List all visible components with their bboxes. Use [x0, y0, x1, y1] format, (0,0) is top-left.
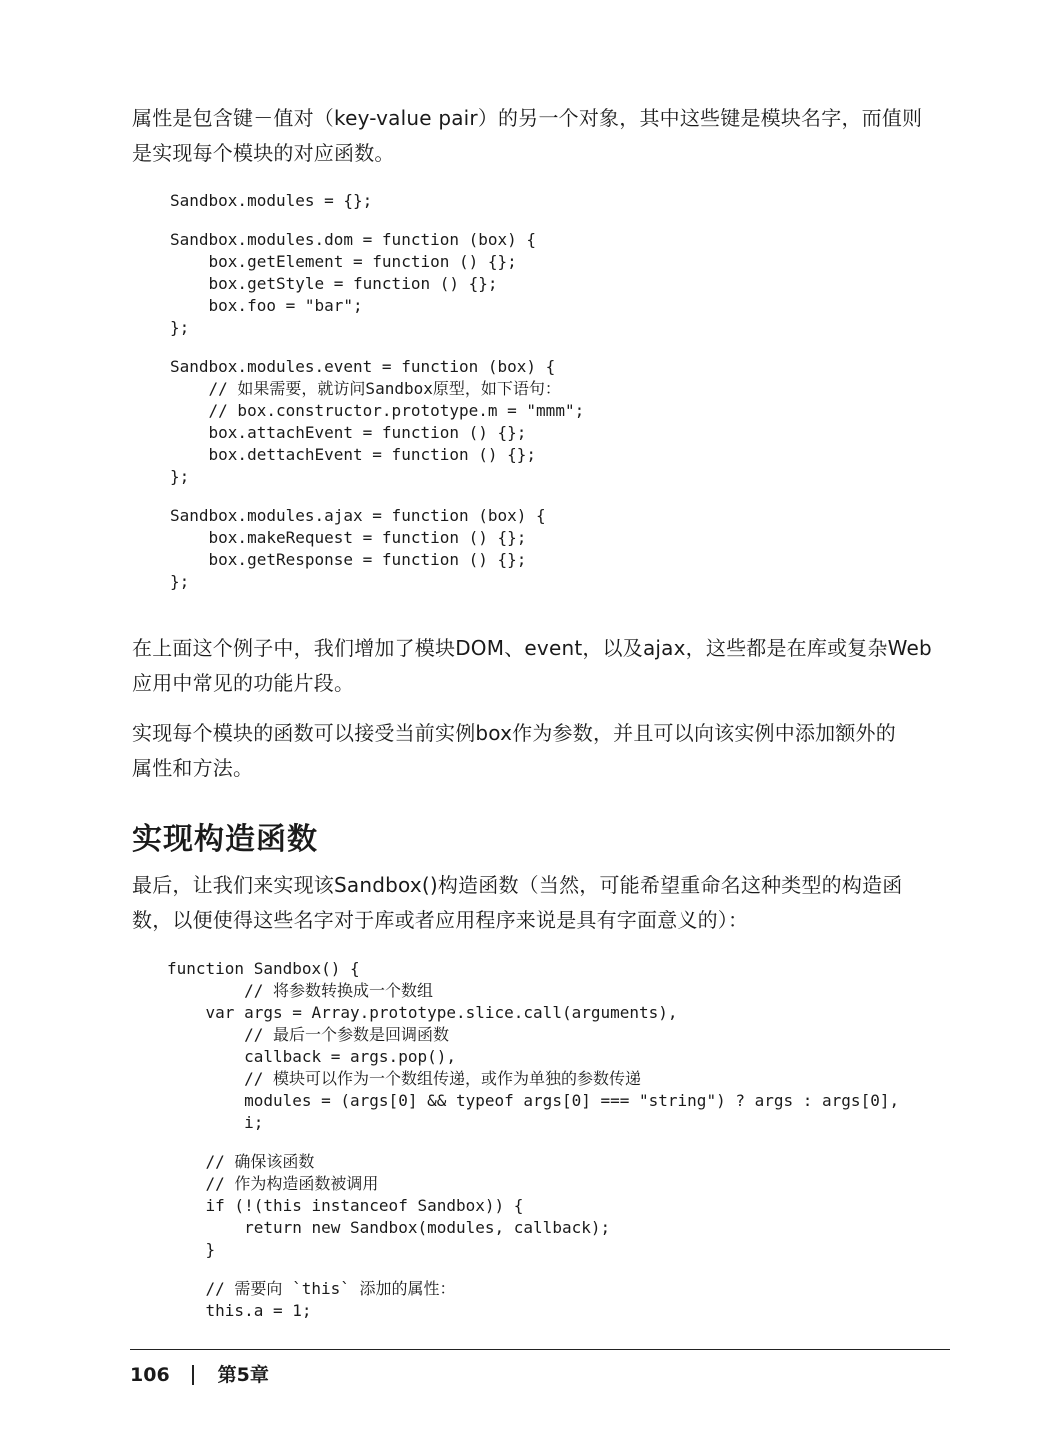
- code-line: box.dettachEvent = function () {};: [170, 445, 537, 464]
- code-line: };: [170, 572, 190, 591]
- modules-explanation-paragraph: [132, 631, 956, 701]
- module-function-paragraph: [132, 716, 956, 786]
- constructor-intro-paragraph: [132, 868, 956, 938]
- code-line: // 如果需要，就访问Sandbox原型，如下语句：: [170, 379, 561, 398]
- page-footer: [130, 1361, 269, 1389]
- code-blank-line: [167, 1261, 899, 1278]
- code-line: // 模块可以作为一个数组传递，或作为单独的参数传递: [167, 1069, 641, 1088]
- code-line: modules = (args[0] && typeof args[0] === "string") ? args : args[0],: [167, 1091, 900, 1110]
- code-line: function Sandbox() {: [167, 959, 360, 978]
- code-line: // 最后一个参数是回调函数: [167, 1025, 449, 1044]
- code-line: var args = Array.prototype.slice.call(arguments),: [167, 1003, 678, 1022]
- text-line: 应用中常见的功能片段。: [132, 671, 355, 695]
- intro-paragraph: [132, 101, 956, 171]
- text-line: 实现每个模块的函数可以接受当前实例box作为参数，并且可以向该实例中添加额外的: [132, 721, 896, 745]
- code-blank-line: [170, 488, 584, 505]
- code-blank-line: [170, 339, 584, 356]
- code-line: };: [170, 318, 190, 337]
- code-line: this.a = 1;: [167, 1301, 312, 1320]
- code-line: // box.constructor.prototype.m = "mmm";: [170, 401, 585, 420]
- text-line: 在上面这个例子中，我们增加了模块DOM、event，以及ajax，这些都是在库或复杂Web: [132, 636, 932, 660]
- code-blank-line: [167, 1134, 899, 1151]
- code-line: box.getElement = function () {};: [170, 252, 517, 271]
- text-line: 最后，让我们来实现该Sandbox()构造函数（当然，可能希望重命名这种类型的构造函: [132, 873, 903, 897]
- footer-divider: [130, 1349, 950, 1350]
- code-line: box.foo = "bar";: [170, 296, 363, 315]
- text-line: 是实现每个模块的对应函数。: [132, 141, 395, 165]
- code-block-sandbox-constructor: [167, 958, 899, 1322]
- code-line: if (!(this instanceof Sandbox)) {: [167, 1196, 524, 1215]
- code-line: box.getResponse = function () {};: [170, 550, 527, 569]
- code-line: // 需要向 `this` 添加的属性：: [167, 1279, 456, 1298]
- code-line: // 将参数转换成一个数组: [167, 981, 433, 1000]
- code-line: Sandbox.modules.dom = function (box) {: [170, 230, 537, 249]
- text-line: 数，以便使得这些名字对于库或者应用程序来说是具有字面意义的）：: [132, 908, 749, 932]
- text-line: 属性和方法。: [132, 756, 254, 780]
- code-line: callback = args.pop(),: [167, 1047, 456, 1066]
- text-line: 属性是包含键－值对（key-value pair）的另一个对象，其中这些键是模块名字，而值则: [132, 106, 923, 130]
- code-line: i;: [167, 1113, 264, 1132]
- code-blank-line: [170, 212, 584, 229]
- code-line: Sandbox.modules = {};: [170, 191, 373, 210]
- section-heading: 实现构造函数: [132, 822, 318, 857]
- code-line: return new Sandbox(modules, callback);: [167, 1218, 611, 1237]
- code-line: box.makeRequest = function () {};: [170, 528, 527, 547]
- code-block-modules: [170, 190, 584, 593]
- code-line: box.getStyle = function () {};: [170, 274, 498, 293]
- code-line: // 确保该函数: [167, 1152, 315, 1171]
- code-line: // 作为构造函数被调用: [167, 1174, 379, 1193]
- page-number: 106: [130, 1364, 170, 1386]
- code-line: Sandbox.modules.event = function (box) {: [170, 357, 556, 376]
- chapter-label: 第5章: [217, 1364, 269, 1386]
- code-line: box.attachEvent = function () {};: [170, 423, 527, 442]
- code-line: };: [170, 467, 190, 486]
- footer-separator: [192, 1365, 194, 1385]
- code-line: }: [167, 1240, 216, 1259]
- code-line: Sandbox.modules.ajax = function (box) {: [170, 506, 546, 525]
